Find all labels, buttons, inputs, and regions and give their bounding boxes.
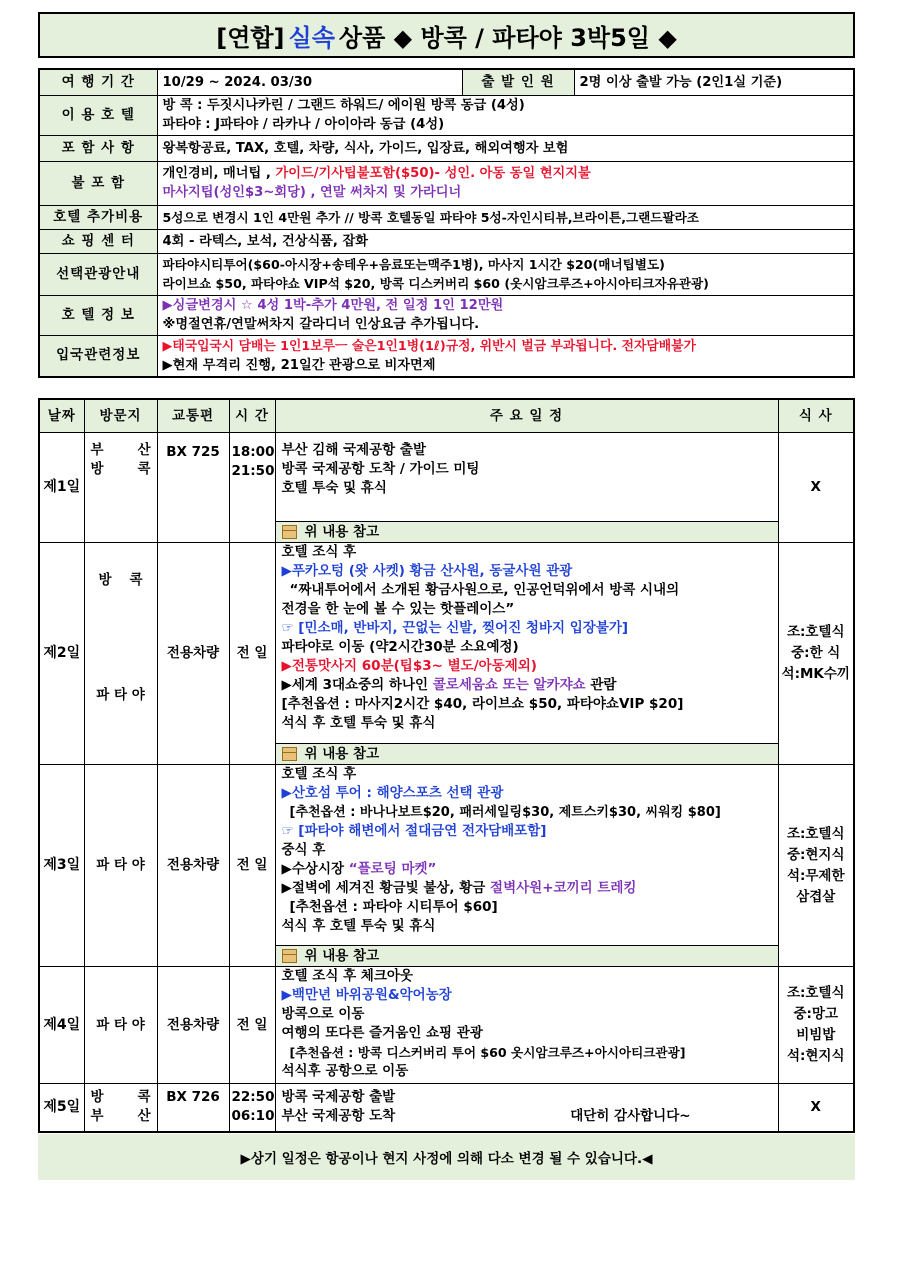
day1-line: 부산 김해 국제공항 출발 <box>281 442 427 458</box>
day1-label: 제1일 <box>39 433 84 543</box>
include-value: 왕복항공료, TAX, 호텔, 차량, 식사, 가이드, 입장료, 해외여행자 보험 <box>157 135 854 161</box>
table-row <box>39 433 854 543</box>
option-line2: 라이브쇼 $50, 파타야쇼 VIP석 $20, 방콕 디스커버리 $60 (옷시암크루즈+아시아티크자유관광) <box>162 276 709 291</box>
day4-time: 전 일 <box>229 967 275 1084</box>
day1-time1: 18:00 <box>231 444 275 460</box>
day3-line: ▶산호섬 투어 : 해양스포츠 선택 관광 <box>281 785 504 801</box>
box-icon <box>282 949 297 963</box>
day1-place2-a: 방 <box>90 461 104 477</box>
day2-transport: 전용차량 <box>157 543 229 765</box>
day2-plan <box>275 543 778 765</box>
day3-line: 중식 후 <box>281 842 326 858</box>
day5-places <box>84 1084 157 1132</box>
day1-transport: BX 725 <box>157 433 229 543</box>
reference-text: 위 내용 참고 <box>304 948 380 964</box>
day5-place2-a: 부 <box>90 1108 104 1125</box>
day1-place2-b: 콕 <box>137 461 151 477</box>
day3-meal-dinner: 석:무제한 <box>786 867 845 884</box>
day2-line: 석식 후 호텔 투숙 및 휴식 <box>281 715 436 731</box>
day2-line-8c: 관람 <box>590 677 617 693</box>
day2-line: 호텔 조식 후 <box>281 544 357 560</box>
option-value <box>157 253 854 295</box>
day2-line: [추천옵션 : 마사지2시간 $40, 라이브쇼 $50, 파타야쇼VIP $20] <box>281 696 684 712</box>
day3-line: 석식 후 호텔 투숙 및 휴식 <box>281 918 436 934</box>
day3-line: [추천옵션 : 바나나보트$20, 패러세일링$30, 제트스키$30, 씨워킹 $80] <box>289 805 721 820</box>
day4-label: 제4일 <box>39 967 84 1084</box>
day1-times <box>229 433 275 543</box>
day4-meal <box>778 967 854 1084</box>
day2-place1-a: 방 <box>98 572 112 588</box>
day1-time2: 21:50 <box>231 463 275 479</box>
day2-place2: 파 타 야 <box>96 687 145 703</box>
header-plan: 주 요 일 정 <box>275 399 778 433</box>
day3-place: 파 타 야 <box>84 765 157 967</box>
day4-line: [추천옵션 : 방콕 디스커버리 투어 $60 옷시암크루즈+아시아티크관광] <box>289 1045 686 1060</box>
hotel-line-bangkok: 방 콕 : 두짓시나카린 / 그랜드 하워드/ 에이원 방콕 동급 (4성) <box>162 98 525 113</box>
day5-meal: X <box>778 1084 854 1132</box>
header-date: 날짜 <box>39 399 84 433</box>
entry-line2: ▶현재 무격리 진행, 21일간 관광으로 비자면제 <box>162 357 436 373</box>
reference-note <box>276 945 778 966</box>
day2-line: 파타야로 이동 (약2시간30분 소요예정) <box>281 639 519 655</box>
day3-line: ☞ [파타야 해변에서 절대금연 전자담배포함] <box>281 823 547 839</box>
reference-text: 위 내용 참고 <box>304 746 380 762</box>
day2-line-8b: 콜로세움쇼 또는 알카쟈쇼 <box>432 677 586 693</box>
day3-line-6a: ▶수상시장 <box>281 861 345 877</box>
reference-note <box>276 521 778 542</box>
day5-time2: 06:10 <box>231 1108 275 1125</box>
day2-line: “짜내투어에서 소개된 황금사원으로, 인공언덕위에서 방콕 시내의 <box>289 582 680 598</box>
day5-place1-a: 방 <box>90 1089 104 1106</box>
day2-line: 전경을 한 눈에 볼 수 있는 핫플레이스” <box>281 601 515 617</box>
info-table <box>38 68 855 378</box>
box-icon <box>282 525 297 539</box>
entry-line1: ▶태국입국시 담배는 1인1보루ㅡ 술은1인1병(1ℓ)규정, 위반시 벌금 부과됩니다. 전자담배불가 <box>162 338 696 354</box>
shop-label: 쇼 핑 센 터 <box>39 229 157 253</box>
day2-line: ☞ [민소매, 반바지, 끈없는 신발, 찢어진 청바지 입장불가] <box>281 620 629 636</box>
hotel-info-line2: ※명절연휴/연말써차지 갈라디너 인상요금 추가됩니다. <box>162 317 480 332</box>
people-value: 2명 이상 출발 가능 (2인1실 기준) <box>574 69 854 95</box>
day4-line: 여행의 또다른 즐거움인 쇼핑 관광 <box>281 1025 483 1041</box>
people-label: 출 발 인 원 <box>462 69 574 95</box>
table-row <box>39 765 854 967</box>
day5-place2-b: 산 <box>137 1108 151 1125</box>
day4-line: 방콕으로 이동 <box>281 1006 365 1022</box>
day5-transport: BX 726 <box>157 1084 229 1132</box>
hotel-info-label: 호 텔 정 보 <box>39 295 157 335</box>
schedule-table <box>38 398 855 1133</box>
day1-plan <box>275 433 778 543</box>
option-line1: 파타야시티투어($60-아시장+송테우+음료또는맥주1병), 마사지 1시간 $20(매너팁별도) <box>162 257 665 272</box>
day3-line-7a: ▶절벽에 세겨진 황금빛 불상, 황금 <box>281 880 486 896</box>
day2-line: ▶전통맛사지 60분(팁$3~ 별도/아동제외) <box>281 658 537 674</box>
day2-time: 전 일 <box>229 543 275 765</box>
header-meal: 식 사 <box>778 399 854 433</box>
day2-line-8a: ▶세계 3대쇼중의 하나인 <box>281 677 429 693</box>
day3-meal-breakfast: 조:호텔식 <box>786 825 845 842</box>
title-highlight: 실속 <box>288 23 335 52</box>
header-transport: 교통편 <box>157 399 229 433</box>
day5-times <box>229 1084 275 1132</box>
extra-value: 5성으로 변경시 1인 4만원 추가 // 방콕 호텔동일 파타야 5성-자인시티뷰,브라이튼,그랜드팔라조 <box>157 205 854 229</box>
day2-meal-lunch: 중:한 식 <box>791 645 841 661</box>
exclude-line1-a: 개인경비, 매너팁 , <box>162 166 271 181</box>
day2-meal-dinner: 석:MK수끼 <box>781 666 850 682</box>
exclude-value <box>157 161 854 205</box>
thanks-text: 대단히 감사합니다~ <box>570 1108 691 1125</box>
day3-line: 호텔 조식 후 <box>281 766 357 782</box>
page-title <box>38 12 855 58</box>
day4-place: 파 타 야 <box>84 967 157 1084</box>
exclude-line1-b: 가이드/기사팁불포함($50)- 성인. 아동 동일 현지지불 <box>275 166 591 181</box>
period-value: 10/29 ~ 2024. 03/30 <box>157 69 462 95</box>
day4-meal-lunch-2: 비빔밥 <box>796 1027 836 1043</box>
hotel-info-value <box>157 295 854 335</box>
option-label: 선택관광안내 <box>39 253 157 295</box>
day4-meal-breakfast: 조:호텔식 <box>786 985 845 1001</box>
day3-line: [추천옵션 : 파타야 시티투어 $60] <box>289 899 498 915</box>
day5-place1-b: 콕 <box>137 1089 151 1106</box>
day3-plan <box>275 765 778 967</box>
day3-meal <box>778 765 854 967</box>
title-prefix: [연합] <box>216 23 285 52</box>
day5-plan <box>275 1084 778 1132</box>
day4-meal-lunch: 중:망고 <box>793 1006 839 1022</box>
period-label: 여 행 기 간 <box>39 69 157 95</box>
day1-line: 방콕 국제공항 도착 / 가이드 미팅 <box>281 461 480 477</box>
table-row <box>39 967 854 1084</box>
footer-note: ▶상기 일정은 항공이나 현지 사정에 의해 다소 변경 될 수 있습니다.◀ <box>38 1134 855 1180</box>
day1-place1-a: 부 <box>90 442 104 458</box>
include-label: 포 함 사 항 <box>39 135 157 161</box>
day5-label: 제5일 <box>39 1084 84 1132</box>
day3-meal-dinner-2: 삼겹살 <box>796 888 836 905</box>
day4-line: 호텔 조식 후 체크아웃 <box>281 968 413 984</box>
reference-text: 위 내용 참고 <box>304 524 380 540</box>
day2-place1-b: 콕 <box>129 572 143 588</box>
day2-meal-breakfast: 조:호텔식 <box>786 624 845 640</box>
day1-line: 호텔 투숙 및 휴식 <box>281 480 387 496</box>
header-time: 시 간 <box>229 399 275 433</box>
title-rest: 상품 ◆ 방콕 / 파타야 3박5일 ◆ <box>338 23 677 52</box>
day4-line: ▶백만년 바위공원&악어농장 <box>281 987 452 1003</box>
day3-label: 제3일 <box>39 765 84 967</box>
exclude-line2: 마사지팁(성인$3~회당) , 연말 써차지 및 가라디너 <box>162 185 462 200</box>
box-icon <box>282 747 297 761</box>
day3-time: 전 일 <box>229 765 275 967</box>
day5-time1: 22:50 <box>231 1089 275 1106</box>
day2-places <box>84 543 157 765</box>
day3-transport: 전용차량 <box>157 765 229 967</box>
extra-label: 호텔 추가비용 <box>39 205 157 229</box>
day4-meal-dinner: 석:현지식 <box>786 1048 845 1064</box>
day1-places <box>84 433 157 543</box>
hotel-value <box>157 95 854 135</box>
day4-transport: 전용차량 <box>157 967 229 1084</box>
hotel-label: 이 용 호 텔 <box>39 95 157 135</box>
table-row <box>39 1084 854 1132</box>
day5-line: 방콕 국제공항 출발 <box>281 1089 396 1106</box>
shop-value: 4회 - 라텍스, 보석, 건상식품, 잡화 <box>157 229 854 253</box>
reference-note <box>276 743 778 764</box>
header-place: 방문지 <box>84 399 157 433</box>
day1-place1-b: 산 <box>137 442 151 458</box>
hotel-line-pattaya: 파타야 : J파타야 / 라카나 / 아이아라 동급 (4성) <box>162 117 445 132</box>
day3-line-6b: “플로팅 마켓” <box>348 861 437 877</box>
day2-label: 제2일 <box>39 543 84 765</box>
day4-plan <box>275 967 778 1084</box>
hotel-info-line1: ▶싱글변경시 ☆ 4성 1박-추가 4만원, 전 일정 1인 12만원 <box>162 298 504 313</box>
day1-meal: X <box>778 433 854 543</box>
entry-value <box>157 335 854 377</box>
entry-label: 입국관련정보 <box>39 335 157 377</box>
day3-line-7b: 절벽사원+코끼리 트레킹 <box>490 880 637 896</box>
table-row <box>39 543 854 765</box>
exclude-label: 불 포 함 <box>39 161 157 205</box>
day2-meal <box>778 543 854 765</box>
day3-meal-lunch: 중:현지식 <box>786 846 845 863</box>
day4-line: 석식후 공항으로 이동 <box>281 1063 409 1079</box>
day2-line: ▶푸카오텅 (왓 사켓) 황금 산사원, 동굴사원 관광 <box>281 563 573 579</box>
day5-line: 부산 국제공항 도착 <box>281 1108 396 1125</box>
